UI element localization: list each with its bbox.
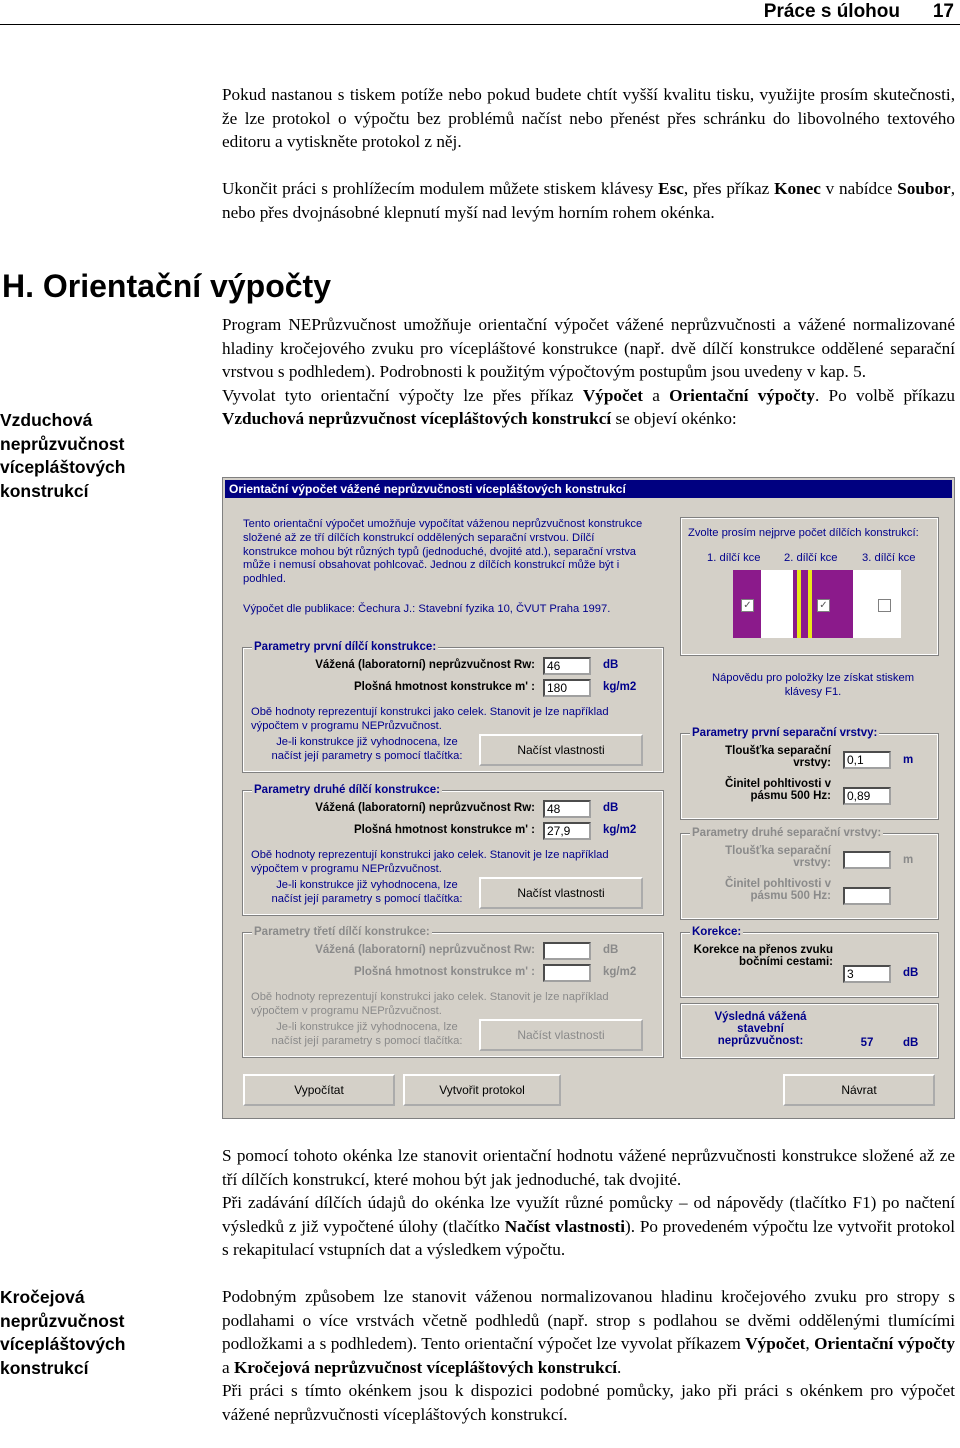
intro-paragraph-2: Ukončit práci s prohlížecím modulem můžete stiskem klávesy Esc, přes příkaz Konec v nabídce Soubor, nebo přes dvojnásobné klepnutí myší nad levým horním rohem okénka.	[222, 179, 955, 222]
part-1-note2: Je-li konstrukce již vyhodnocena, lze načíst její parametry s pomocí tlačítka:	[271, 736, 463, 762]
group-part-1-title: Parametry první dílčí konstrukce:	[254, 641, 437, 653]
part-label-3: 3. dílčí kce	[862, 552, 916, 564]
part-1-rw-input[interactable]: 46	[543, 657, 591, 675]
sep-layer-1-title: Parametry první separační vrstvy:	[692, 727, 878, 739]
dialog-window	[222, 477, 955, 1119]
part-2-note: Obě hodnoty reprezentují konstrukci jako celek. Stanovit je lze například výpočtem v programu NEPrůzvučnost.	[251, 849, 609, 875]
group-part-3-title: Parametry třetí dílčí konstrukce:	[254, 926, 430, 938]
part-2-load-button[interactable]: Načíst vlastnosti	[479, 877, 643, 909]
page-number: 17	[932, 1, 954, 22]
part-3-m-label: Plošná hmotnost konstrukce m' :	[353, 966, 535, 978]
help-hint: Nápovědu pro položky lze získat stiskem klávesy F1.	[711, 672, 915, 698]
part-2-m-input[interactable]: 27,9	[543, 822, 591, 840]
dialog-info-text: Tento orientační výpočet umožňuje vypočítat váženou neprůzvučnost konstrukce složené až ze tří dílčích konstrukcí oddělených separační vrstvou. Dílčí konstrukce mohou být různých typů (jednoduché, dvojité atd.), separační vrstva může i nemusí obsahovat pohlcovač. Jednou z dílčích konstrukcí může být i podhled.	[243, 518, 643, 586]
part-1-rw-label: Vážená (laboratorní) neprůzvučnost Rw:	[315, 659, 535, 671]
sep-2-thickness-unit: m	[903, 854, 914, 866]
correction-input[interactable]: 3	[843, 965, 891, 983]
sep-2-absorption-label: Činitel pohltivosti v pásmu 500 Hz:	[724, 878, 831, 902]
group-part-2-title: Parametry druhé dílčí konstrukce:	[254, 784, 440, 796]
part-2-rw-unit: dB	[603, 802, 619, 814]
result-label: Výsledná vážená stavební neprůzvučnost:	[714, 1011, 807, 1047]
part-3-rw-label: Vážená (laboratorní) neprůzvučnost Rw:	[315, 944, 535, 956]
correction-title: Korekce:	[692, 926, 742, 938]
dialog-titlebar[interactable]: Orientační výpočet vážené neprůzvučnosti vícepláštových konstrukcí	[225, 480, 952, 498]
sep-1-absorption-input[interactable]: 0,89	[843, 787, 891, 805]
part-3-checkbox[interactable]	[878, 599, 891, 612]
part-3-note2: Je-li konstrukce již vyhodnocena, lze načíst její parametry s pomocí tlačítka:	[271, 1021, 463, 1047]
dialog-source: Výpočet dle publikace: Čechura J.: Stavební fyzika 10, ČVUT Praha 1997.	[243, 603, 611, 615]
sep-1-thickness-unit: m	[903, 754, 914, 766]
sep-2-thickness-label: Tloušťka separační vrstvy:	[725, 845, 831, 869]
part-1-m-unit: kg/m2	[603, 681, 637, 693]
sidebar-label-krocejova: Kročejová neprůzvučnost vícepláštových konstrukcí	[0, 1287, 126, 1378]
page-header	[0, 0, 960, 25]
part-2-stripe-1	[797, 570, 801, 638]
section-intro: Program NEPrůzvučnost umožňuje orientační výpočet vážené neprůzvučnosti a vážené normalizované hladiny kročejového zvuku pro vícepláštové konstrukce (např. dvě dílčí konstrukce oddělené separační vrstvou s podhledem). Podrobnosti k použitým výpočtovým postupům jsou uvedeny v kap. 5. Vyvolat tyto orientační výpočty lze přes příkaz Výpočet a Orientační výpočty. Po volbě příkazu Vzduchová neprůzvučnost vícepláštových konstrukcí se objeví okénko:	[222, 315, 955, 428]
part-3-load-button[interactable]: Načíst vlastnosti	[479, 1019, 643, 1051]
create-protocol-button[interactable]: Vytvořit protokol	[403, 1074, 561, 1106]
correction-unit: dB	[903, 967, 919, 979]
part-2-m-label: Plošná hmotnost konstrukce m' :	[353, 824, 535, 836]
part-3-m-input[interactable]	[543, 964, 591, 982]
part-2-rw-input[interactable]: 48	[543, 800, 591, 818]
sep-2-absorption-input[interactable]	[843, 887, 891, 905]
sep-1-thickness-input[interactable]: 0,1	[843, 751, 891, 769]
header-title: Práce s úlohou	[763, 1, 900, 22]
sep-2-thickness-input[interactable]	[843, 851, 891, 869]
section-heading: H. Orientační výpočty	[2, 268, 331, 304]
part-1-load-button[interactable]: Načíst vlastnosti	[479, 734, 643, 766]
part-3-rw-input[interactable]	[543, 942, 591, 960]
after-dialog-text: S pomocí tohoto okénka lze stanovit orientační hodnotu vážené neprůzvučnosti konstrukce složené až ze tří dílčích konstrukcí, které mohou být jak jednoduché, tak dvojité. Při zadávání dílčích údajů do okénka lze využít různé pomůcky – od nápovědy (tlačítko F1) po načtení výsledků z již vypočtené úlohy (tlačítko Načíst vlastnosti). Po provedeném výpočtu lze vytvořit protokol s rekapitulací vstupních dat a výsledkem výpočtu.	[222, 1146, 955, 1259]
part-2-note2: Je-li konstrukce již vyhodnocena, lze načíst její parametry s pomocí tlačítka:	[271, 879, 463, 905]
result-unit: dB	[903, 1037, 919, 1049]
separator-swatch-2	[853, 570, 901, 638]
part-3-note: Obě hodnoty reprezentují konstrukci jako celek. Stanovit je lze například výpočtem v programu NEPrůzvučnost.	[251, 991, 609, 1017]
intro-paragraph-1: Pokud nastanou s tiskem potíže nebo pokud budete chtít vyšší kvalitu tisku, využijte prosím skutečnosti, že lze protokol o výpočtu bez problémů načíst nebo přenést přes schránku do libovolného textového editoru a vytiskněte protokol z něj.	[222, 85, 955, 151]
part-1-note: Obě hodnoty reprezentují konstrukci jako celek. Stanovit je lze například výpočtem v programu NEPrůzvučnost.	[251, 706, 609, 732]
separator-swatch-1	[761, 570, 793, 638]
part-1-rw-unit: dB	[603, 659, 619, 671]
correction-label: Korekce na přenos zvuku bočními cestami:	[693, 944, 833, 968]
krocejova-text: Podobným způsobem lze stanovit váženou normalizovanou hladinu kročejového zvuku pro stropy s podlahami o více vrstvách včetně podhledů (např. strop s podlahou se dvěmi oddělenými tlumícími podložkami a s podhledem). Tento orientační výpočet lze vyvolat příkazem Výpočet, Orientační výpočty a Kročejová neprůzvučnost vícepláštových konstrukcí. Při práci s tímto okénkem jsou k dispozici podobné pomůcky, jako při práci s okénkem pro výpočet vážené neprůzvučnosti vícepláštových konstrukcí.	[222, 1287, 956, 1424]
part-1-checkbox[interactable]: ✓	[741, 599, 754, 612]
sidebar-label-vzduchova: Vzduchová neprůzvučnost vícepláštových konstrukcí	[0, 410, 126, 501]
part-label-2: 2. dílčí kce	[784, 552, 838, 564]
sep-1-absorption-label: Činitel pohltivosti v pásmu 500 Hz:	[724, 778, 831, 802]
part-2-rw-label: Vážená (laboratorní) neprůzvučnost Rw:	[315, 802, 535, 814]
part-2-stripe-2	[808, 570, 812, 638]
sep-1-thickness-label: Tloušťka separační vrstvy:	[725, 745, 831, 769]
back-button[interactable]: Návrat	[783, 1074, 935, 1106]
part-2-m-unit: kg/m2	[603, 824, 637, 836]
part-1-m-input[interactable]: 180	[543, 679, 591, 697]
part-1-m-label: Plošná hmotnost konstrukce m' :	[353, 681, 535, 693]
calculate-button[interactable]: Vypočítat	[243, 1074, 395, 1106]
part-3-m-unit: kg/m2	[603, 966, 637, 978]
result-value: 57	[860, 1037, 874, 1049]
sep-layer-2-title: Parametry druhé separační vrstvy:	[692, 827, 882, 839]
part-3-rw-unit: dB	[603, 944, 619, 956]
part-2-checkbox[interactable]: ✓	[817, 599, 830, 612]
part-chooser-title: Zvolte prosím nejprve počet dílčích konstrukcí:	[688, 527, 919, 539]
part-label-1: 1. dílčí kce	[707, 552, 761, 564]
